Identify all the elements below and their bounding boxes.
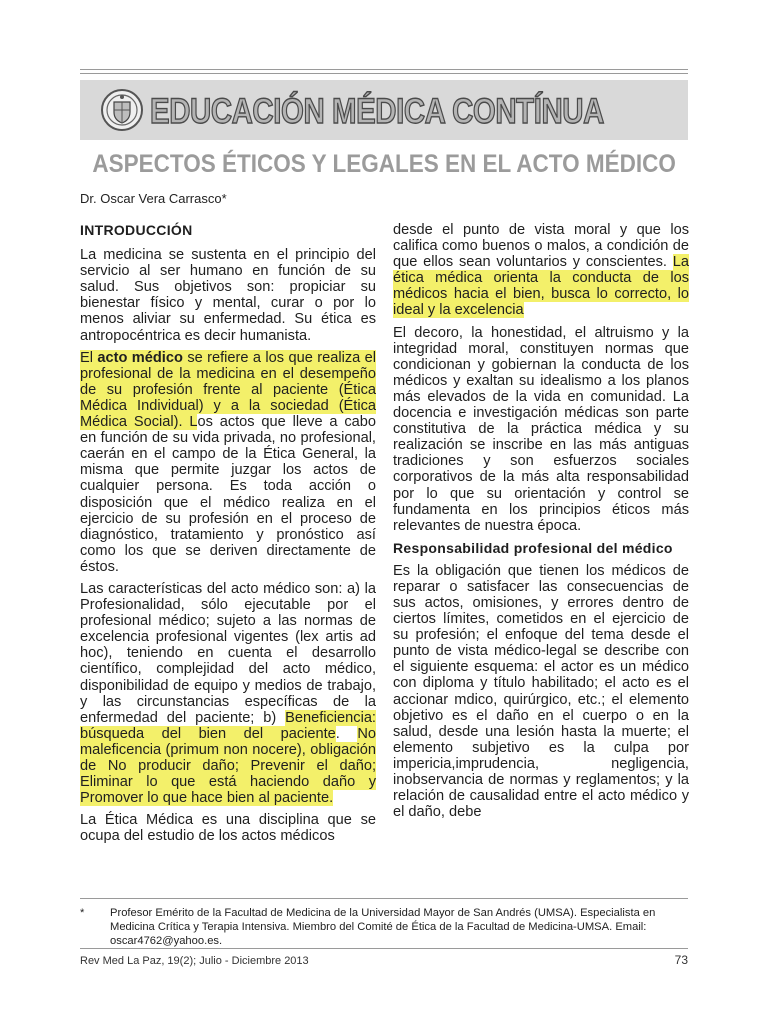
right-paragraph-2: El decoro, la honestidad, el altruismo y la integridad moral, constituyen normas que condicionan y gobiernan la conducta de los médicos y exaltan su idealismo a los planos más elevados de la vida en comunidad. La docencia e investigación médicas son parte constitutiva de la práctica médica y su realización se inscribe en las más antiguas tradiciones y son esfuerzos sociales corporativos de la más alta responsabilidad por lo que su orientación y control se fundamenta en los principios éticos más relevantes de nuestra época. [393,324,689,534]
journal-citation: Rev Med La Paz, 19(2); Julio - Diciembre 2013 [80,955,309,967]
intro-paragraph-3: Las características del acto médico son: a) la Profesionalidad, sólo ejecutable por el profesional médico; sujeto a las normas de excelencia profesional vigentes (lex artis ad hoc), teniendo en cuenta el desarrollo científico, complejidad del acto médico, disponibilidad de equipo y medios de trabajo, y las circunstancias específicas de la enfermedad del paciente; b) Beneficiencia: búsqueda del bien del paciente. No maleficencia (primum non nocere), obligación de No producir daño; Prevenir el daño; Eliminar lo que está haciendo daño y Promover lo que hace bien al paciente. [80,580,376,807]
top-rule [80,69,688,70]
left-column [80,222,376,850]
footnote-mark: * [80,907,85,919]
section-title: EDUCACIÓN MÉDICA CONTÍNUA [150,92,604,131]
right-paragraph-3: Es la obligación que tienen los médicos de reparar o satisfacer las consecuencias de sus actos, omisiones, y errores dentro de ciertos límites, cometidos en el ejercicio de su profesión; el enfoque del tema desde el punto de vista médico-legal se describe con el siguiente esquema: el actor es un médico con diploma y título habilitado; el acto es el accionar mdico, quirúrgico, etc.; el elemento objetivo es el daño en el cuerpo o en la salud, desde una lesión hasta la muerte; el elemento subjetivo es la culpa por impericia,imprudencia, negligencia, inobservancia de normas y reglamentos; y la relación de causalidad entre el acto médico y el daño, debe [393,562,689,821]
highlight-beneficiencia: Beneficiencia: búsqueda del bien del paciente [80,709,376,742]
right-paragraph-1: desde el punto de vista moral y que los califica como buenos o malos, a condición de que ellos sean voluntarios y conscientes. La ética médica orienta la conducta de los médicos hacia el bien, busca lo correcto, lo ideal y la excelencia [393,222,689,319]
footer-rule [80,948,688,949]
acto-medico-term: acto médico [97,349,183,366]
intro-paragraph-1: La medicina se sustenta en el principio del servicio al ser humano en función de su salud. Sus objetivos son: propiciar su bienestar físico y mental, curar o por lo menos aliviar su enfermedad. Su ética es antropocéntrica es decir humanista. [80,247,376,344]
intro-paragraph-2: El acto médico se refiere a los que realiza el profesional de la medicina en el desempeño de su profesión frente al paciente (Ética Médica Individual) y a la sociedad (Ética Médica Social). Los actos que lleve a cabo en función de su vida privada, no profesional, caerán en el campo de la Ética General, la misma que permite juzgar los actos de cualquier persona. Es toda acción o disposición que el médico realiza en el ejercicio de su profesión en el proceso de diagnóstico, tratamiento y pronóstico así como los que se deriven directamente de éstos. [80,349,377,575]
intro-heading: INTRODUCCIÓN [80,222,193,238]
highlight-acto-medico: El acto médico se refiere a los que realiza el profesional de la medicina en el desempeño de su profesión frente al paciente (Ética Médica Individual) y a la sociedad (Ética Médica Social). L [80,349,377,431]
author-line: Dr. Oscar Vera Carrasco* [80,191,227,206]
university-seal-icon [100,88,144,132]
article-title: ASPECTOS ÉTICOS Y LEGALES EN EL ACTO MÉDICO [92,150,676,178]
footnote-text: Profesor Emérito de la Facultad de Medicina de la Universidad Mayor de San Andrés (UMSA). Especialista en Medicina Crítica y Terapia Intensiva. Miembro del Comité de Ética de la Facultad de Medicina-UMSA. Email: oscar4762@yahoo.es. [110,907,656,947]
responsabilidad-heading: Responsabilidad profesional del médico [393,539,673,556]
highlight-etica-medica: La ética médica orienta la conducta de los médicos hacia el bien, busca lo correcto, lo ideal y la excelencia [393,254,689,319]
right-column [393,222,689,826]
intro-paragraph-4: La Ética Médica es una disciplina que se ocupa del estudio de los actos médicos [80,812,376,845]
page-number: 73 [674,953,688,967]
highlight-no-maleficencia: No maleficencia (primum non nocere), obligación de No producir daño; Prevenir el daño; Eliminar lo que está haciendo daño y Promover lo que hace bien al paciente. [80,725,376,807]
footnote-rule [80,898,688,899]
footnote [80,906,692,948]
top-rule-second [80,73,688,74]
